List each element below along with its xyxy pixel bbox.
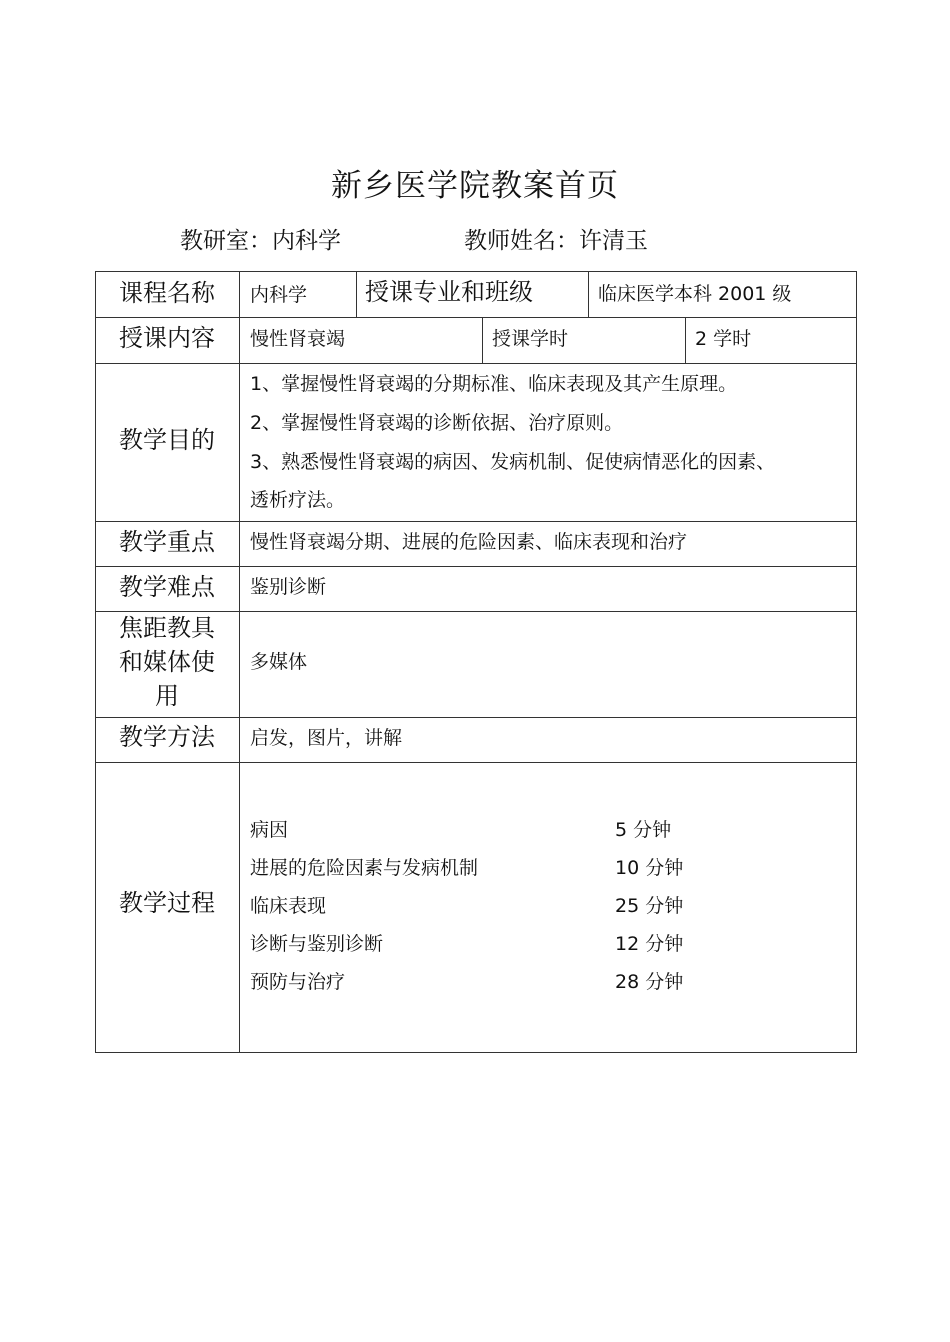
row-divider: [95, 762, 857, 763]
media-label-line: 焦距教具: [119, 614, 215, 642]
major-class-value: 临床医学本科 2001 级: [598, 283, 792, 305]
cell-divider: [588, 271, 589, 317]
teaching-goal-item: 1、掌握慢性肾衰竭的分期标准、临床表现及其产生原理。: [250, 373, 738, 395]
lecture-content-label: 授课内容: [119, 324, 215, 352]
process-topic: 进展的危险因素与发病机制: [250, 857, 479, 879]
table-border-bottom: [95, 1052, 857, 1053]
teaching-goal-item: 3、熟悉慢性肾衰竭的病因、发病机制、促使病情恶化的因素、: [250, 451, 776, 473]
difficulties-value: 鉴别诊断: [250, 576, 327, 598]
process-time: 12 分钟: [615, 933, 684, 955]
media-label-line: 用: [155, 682, 179, 710]
lesson-plan-table: [95, 271, 857, 1053]
department-label: 教研室：内科学: [180, 228, 341, 254]
cell-divider: [482, 317, 483, 363]
process-topic: 临床表现: [250, 895, 327, 917]
process-time: 25 分钟: [615, 895, 684, 917]
lecture-content-value: 慢性肾衰竭: [250, 328, 346, 350]
row-divider: [95, 363, 857, 364]
process-topic: 病因: [250, 819, 289, 841]
class-hours-label: 授课学时: [492, 328, 569, 350]
teaching-goals-label: 教学目的: [119, 426, 215, 454]
cell-divider: [356, 271, 357, 317]
cell-divider: [685, 317, 686, 363]
process-topic: 诊断与鉴别诊断: [250, 933, 384, 955]
teaching-goal-item: 透析疗法。: [250, 489, 346, 511]
teaching-process-label: 教学过程: [119, 889, 215, 917]
teaching-goal-item: 2、掌握慢性肾衰竭的诊断依据、治疗原则。: [250, 412, 624, 434]
label-column-divider: [239, 271, 240, 1053]
process-time: 10 分钟: [615, 857, 684, 879]
table-border-right: [856, 271, 857, 1053]
media-value: 多媒体: [250, 651, 308, 673]
teaching-methods-value: 启发，图片，讲解: [250, 727, 403, 749]
key-points-label: 教学重点: [119, 528, 215, 556]
process-time: 5 分钟: [615, 819, 672, 841]
difficulties-label: 教学难点: [119, 573, 215, 601]
media-label-line: 和媒体使: [119, 648, 215, 676]
class-hours-value: 2 学时: [695, 328, 752, 350]
course-name-value: 内科学: [250, 284, 308, 306]
course-name-label: 课程名称: [119, 279, 215, 307]
major-class-label: 授课专业和班级: [365, 278, 533, 306]
page-title: 新乡医学院教案首页: [331, 168, 619, 204]
process-time: 28 分钟: [615, 971, 684, 993]
teacher-label: 教师姓名：许清玉: [464, 228, 648, 254]
teaching-methods-label: 教学方法: [119, 723, 215, 751]
key-points-value: 慢性肾衰竭分期、进展的危险因素、临床表现和治疗: [250, 531, 688, 553]
process-topic: 预防与治疗: [250, 971, 346, 993]
